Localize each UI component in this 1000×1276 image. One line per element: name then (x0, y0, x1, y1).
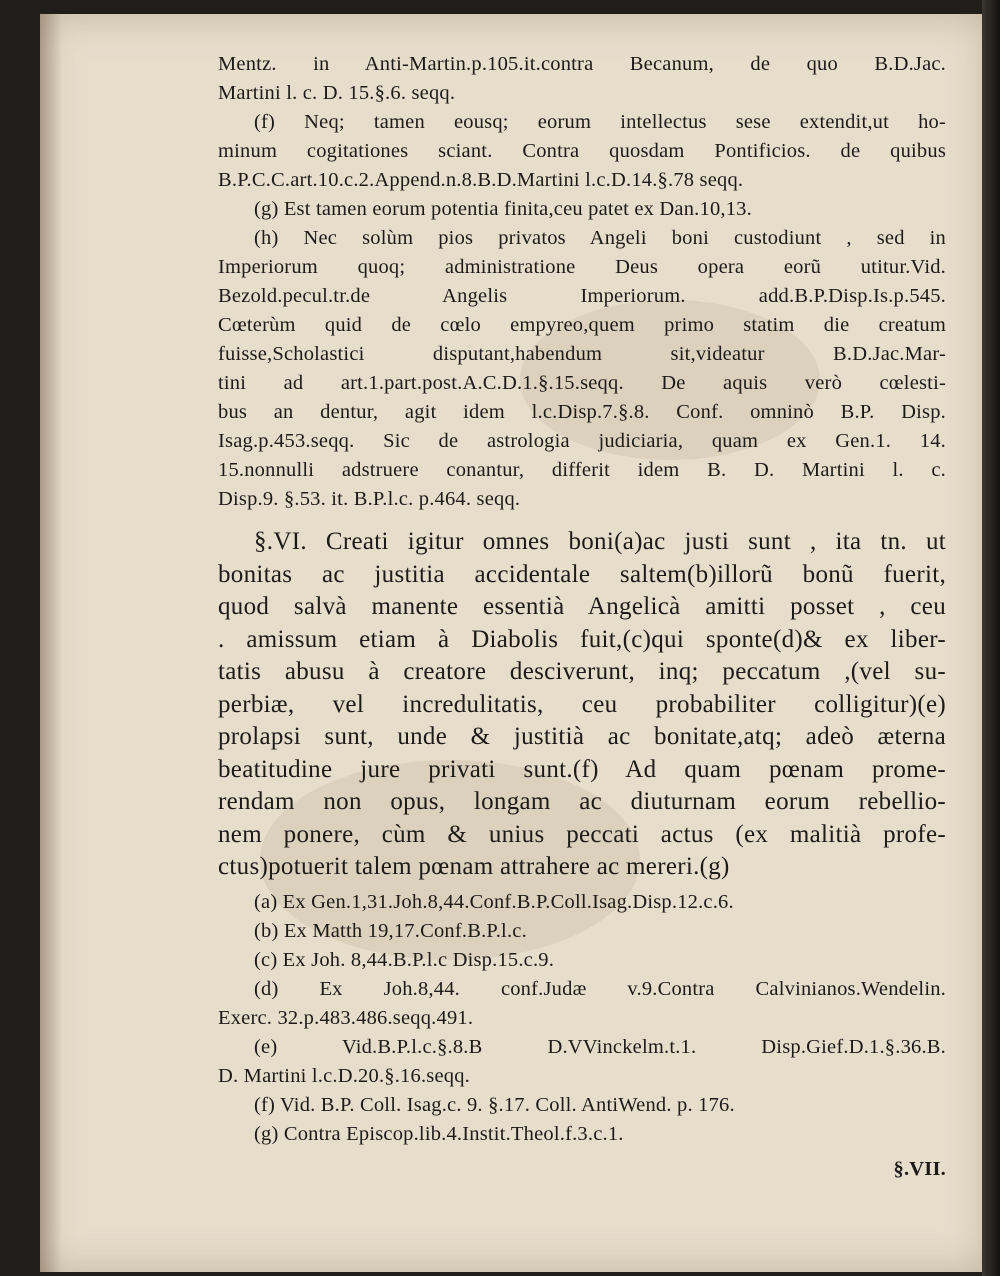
footnote-line: B.P.C.C.art.10.c.2.Append.n.8.B.D.Martini l.c.D.14.§.78 seqq. (218, 169, 744, 191)
paragraph-line: bonitas ac justitia accidentale saltem(b)illorũ bonũ fuerit, (218, 560, 946, 588)
paragraph-line: ctus)potuerit talem pœnam attrahere ac mereri.(g) (218, 853, 730, 880)
footnote-line: (b) Ex Matth 19,17.Conf.B.P.l.c. (254, 919, 527, 942)
paragraph-line: prolapsi sunt, unde & justitià ac bonitate,atq; adeò æterna (218, 723, 946, 750)
paragraph-line: tatis abusu à creatore desciverunt, inq; peccatum ,(vel su- (218, 658, 946, 685)
footnote-line: Mentz. in Anti-Martin.p.105.it.contra Becanum, de quo B.D.Jac. (218, 53, 946, 75)
footnote-line: Disp.9. §.53. it. B.P.l.c. p.464. seqq. (218, 488, 521, 510)
footnote-line: Exerc. 32.p.483.486.seqq.491. (218, 1006, 474, 1029)
main-paragraph (218, 526, 946, 884)
footnote-line: Bezold.pecul.tr.de Angelis Imperiorum. add.B.P.Disp.Is.p.545. (218, 285, 946, 307)
footnote-line: (e) Vid.B.P.l.c.§.8.B D.VVinckelm.t.1. Disp.Gief.D.1.§.36.B. (254, 1035, 946, 1058)
footnote-line: (g) Contra Episcop.lib.4.Instit.Theol.f.3.c.1. (254, 1122, 624, 1145)
catchword: §.VII. (893, 1157, 946, 1180)
footnote-line: Imperiorum quoq; administratione Deus opera eorũ utitur.Vid. (218, 256, 946, 278)
footnote-line: (c) Ex Joh. 8,44.B.P.l.c Disp.15.c.9. (254, 948, 555, 971)
paragraph-line: perbiæ, vel incredulitatis, ceu probabiliter colligitur)(e) (218, 690, 946, 718)
footnote-line: minum cogitationes sciant. Contra quosdam Pontificios. de quibus (218, 140, 946, 162)
footnote-line: (a) Ex Gen.1,31.Joh.8,44.Conf.B.P.Coll.Isag.Disp.12.c.6. (254, 890, 734, 913)
footnote-line: (h) Nec solùm pios privatos Angeli boni custodiunt , sed in (254, 227, 946, 249)
footnotes-top (218, 50, 946, 514)
scan-edge (982, 0, 1000, 1276)
footnote-line: (g) Est tamen eorum potentia finita,ceu patet ex Dan.10,13. (254, 198, 752, 220)
footnote-line: bus an dentur, agit idem l.c.Disp.7.§.8. Conf. omninò B.P. Disp. (218, 401, 946, 423)
paragraph-line: §.VI. Creati igitur omnes boni(a)ac justi sunt , ita tn. ut (254, 528, 946, 555)
paragraph-line: beatitudine jure privati sunt.(f) Ad quam pœnam prome- (218, 755, 946, 783)
paragraph-line: rendam non opus, longam ac diuturnam eorum rebellio- (218, 788, 946, 815)
footnote-line: tini ad art.1.part.post.A.C.D.1.§.15.seqq. De aquis verò cœlesti- (218, 372, 946, 394)
footnote-line: (f) Neq; tamen eousq; eorum intellectus sese extendit,ut ho- (254, 111, 946, 133)
footnote-line: (f) Vid. B.P. Coll. Isag.c. 9. §.17. Coll. AntiWend. p. 176. (254, 1093, 735, 1116)
paragraph-line: quod salvà manente essentià Angelicà amitti posset , ceu (218, 593, 946, 620)
page-text (218, 50, 946, 1184)
page-gutter-shadow (40, 14, 62, 1272)
footnote-line: D. Martini l.c.D.20.§.16.seqq. (218, 1064, 470, 1087)
footnote-line: fuisse,Scholastici disputant,habendum sit,videatur B.D.Jac.Mar- (218, 343, 946, 365)
footnote-line: 15.nonnulli adstruere conantur, differit idem B. D. Martini l. c. (218, 459, 946, 481)
footnote-line: (d) Ex Joh.8,44. conf.Judæ v.9.Contra Calvinianos.Wendelin. (254, 977, 946, 1000)
paragraph-line: . amissum etiam à Diabolis fuit,(c)qui sponte(d)& ex liber- (218, 625, 946, 653)
footnote-line: Isag.p.453.seqq. Sic de astrologia judiciaria, quam ex Gen.1. 14. (218, 430, 946, 452)
footnote-line: Cœterùm quid de cœlo empyreo,quem primo statim die creatum (218, 314, 946, 336)
footnote-line: Martini l. c. D. 15.§.6. seqq. (218, 82, 456, 104)
footnotes-bottom (218, 888, 946, 1149)
paragraph-line: nem ponere, cùm & unius peccati actus (ex malitià profe- (218, 820, 946, 848)
